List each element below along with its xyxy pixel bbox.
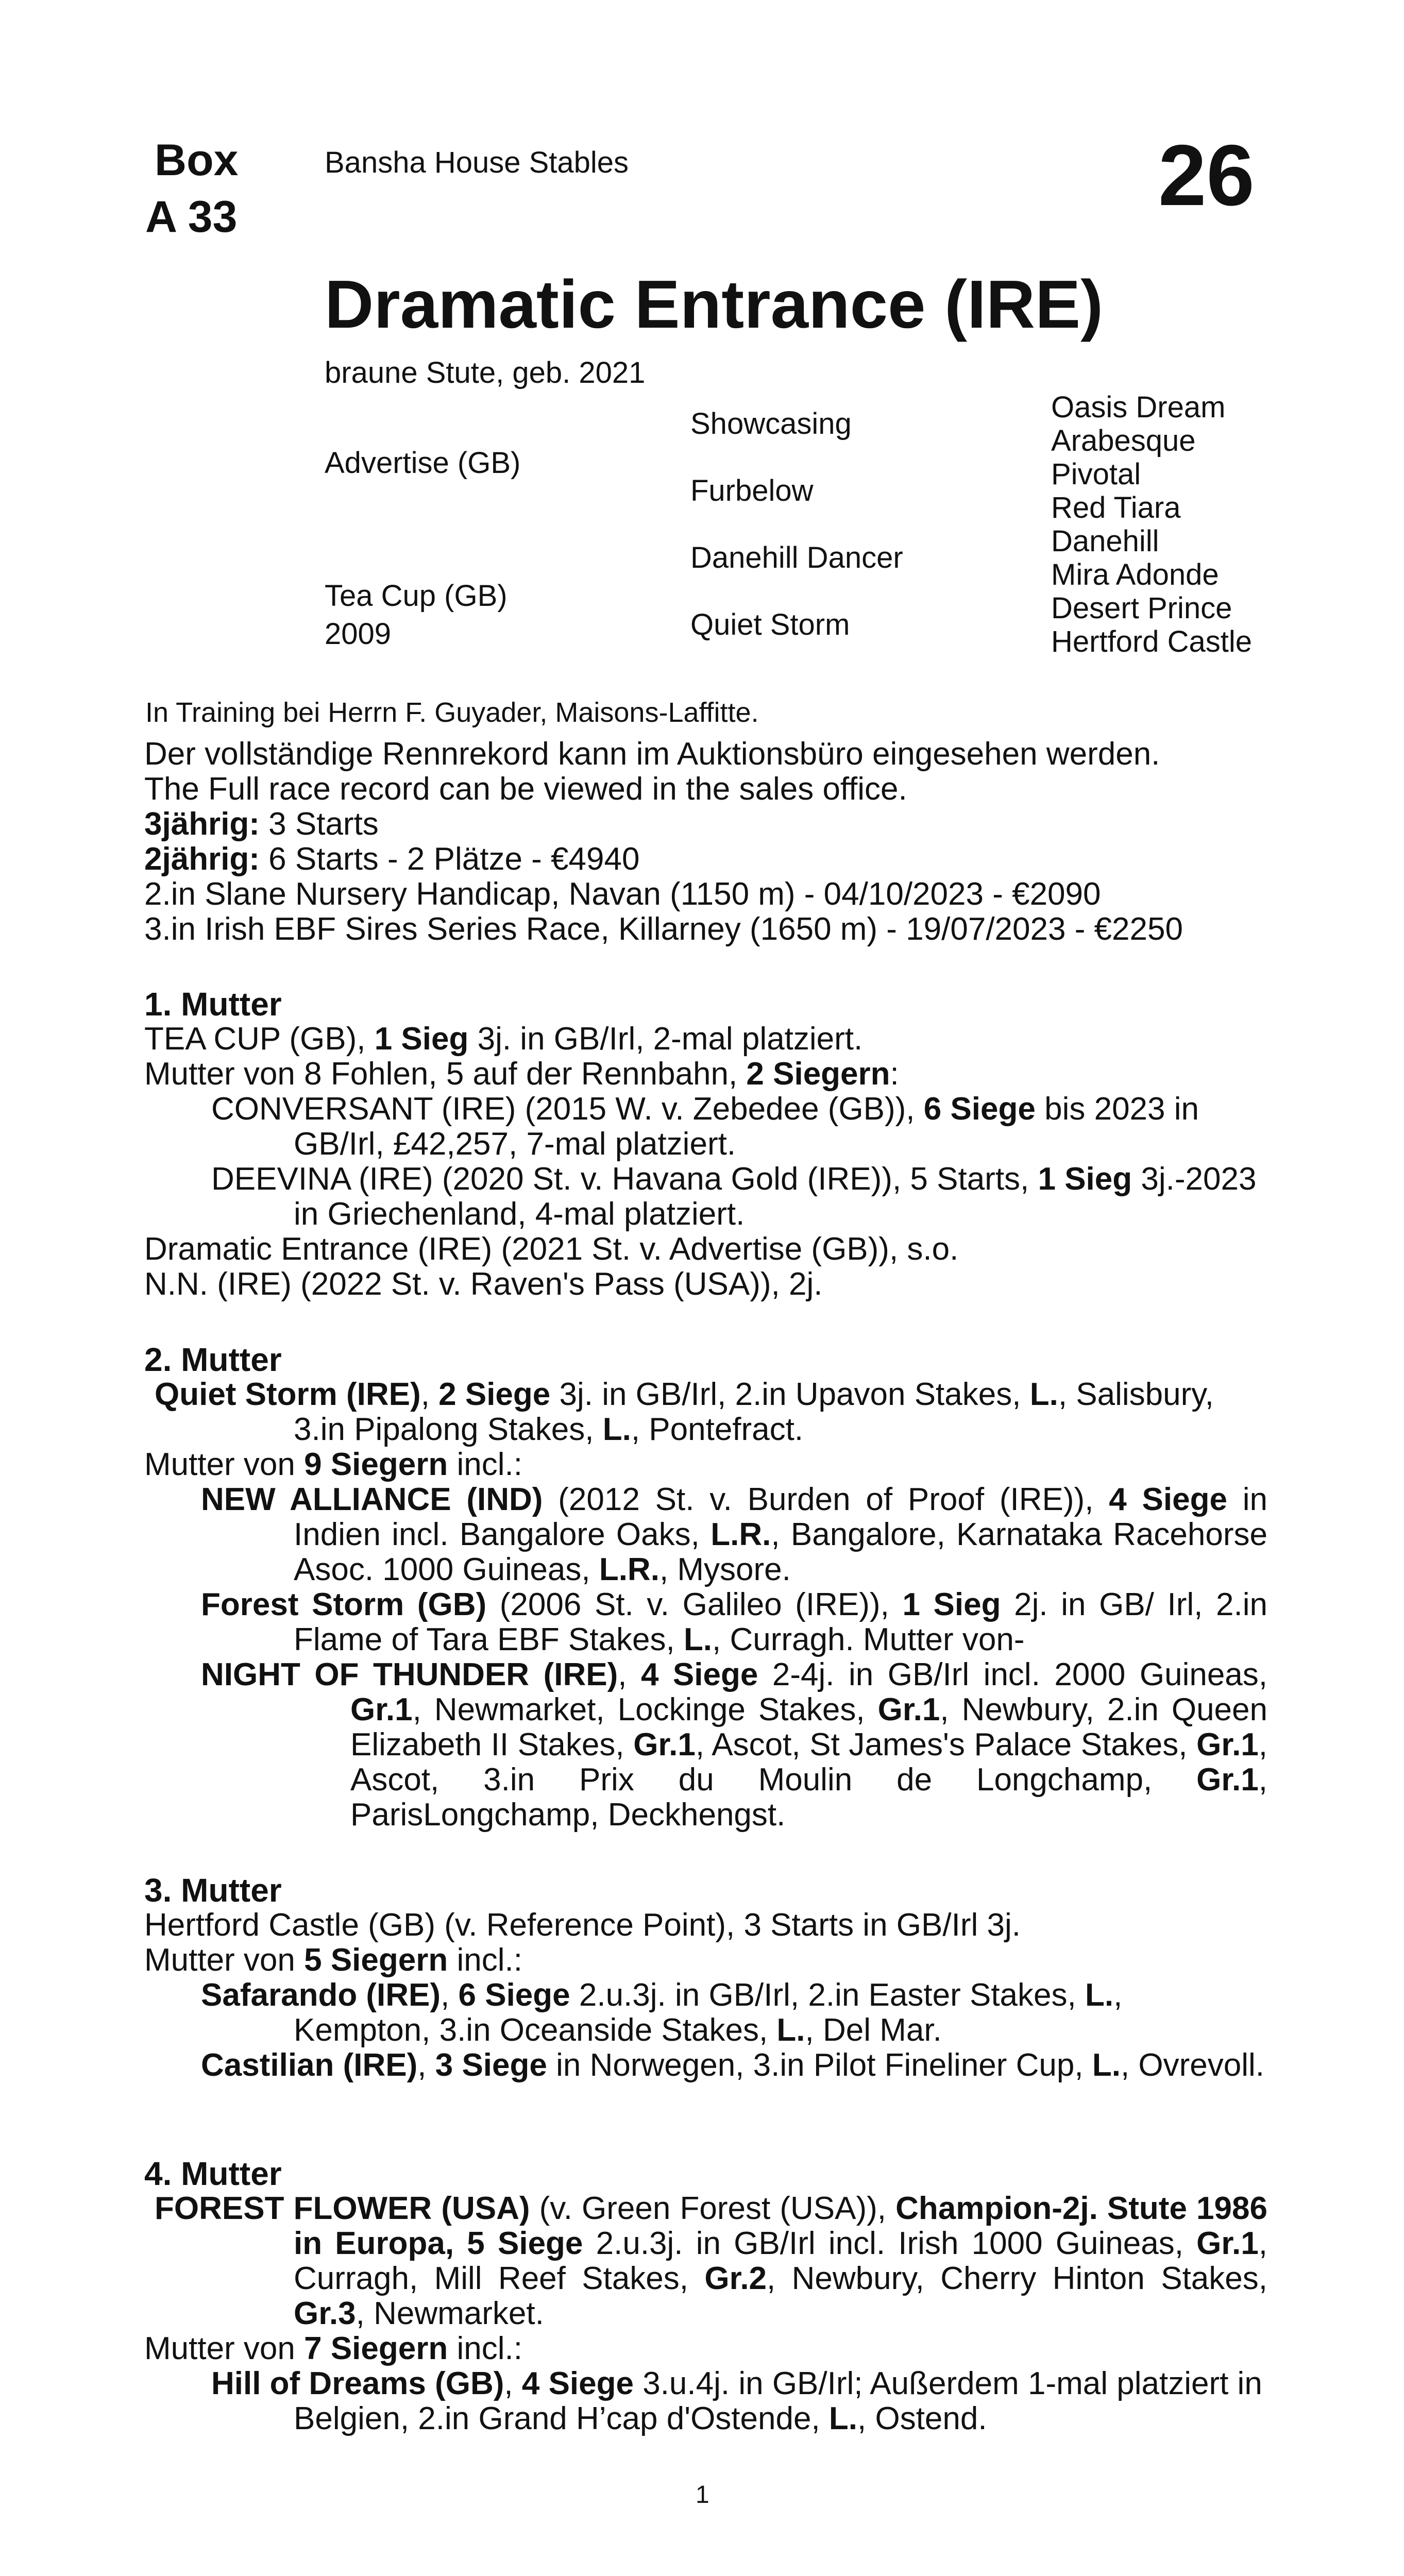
race-placing: 2.in Slane Nursery Handicap, Navan (1150 m) - 04/10/2023 - €2090 — [144, 876, 1101, 912]
race-record — [144, 737, 1267, 947]
horse-name: Dramatic Entrance (IRE) — [325, 266, 1104, 342]
produce-entry: NEW ALLIANCE (IND) (2012 St. v. Burden of Proof (IRE)), 4 Siege in Indien incl. Bangalore Oaks, L.R., Bangalore, Karnataka Racehorse Asoc. 1000 Guineas, L.R., Mysore. — [201, 1482, 1267, 1587]
race-record-2yo — [144, 842, 1267, 877]
race-placing: 3.in Irish EBF Sires Series Race, Killarney (1650 m) - 19/07/2023 - €2250 — [144, 911, 1183, 947]
dam-record: FOREST FLOWER (USA) (v. Green Forest (USA)), Champion-2j. Stute 1986 in Europa, 5 Siege 2.u.3j. in GB/Irl incl. Irish 1000 Guineas, Gr.1, Curragh, Mill Reef Stakes, Gr.2, Newbury, Cherry Hinton Stakes, Gr.3, Newmarket. — [155, 2191, 1267, 2331]
race-record-note-en: The Full race record can be viewed in the sales office. — [144, 771, 907, 807]
pedigree-g3: Red Tiara — [1051, 491, 1181, 524]
section-heading: 1. Mutter — [144, 986, 282, 1023]
box-number: A 33 — [145, 192, 238, 242]
pedigree-sire-dam: Furbelow — [690, 474, 814, 507]
produce-entry: Hill of Dreams (GB), 4 Siege 3.u.4j. in GB/Irl; Außerdem 1-mal platziert in Belgien, 2.in Grand H’cap d'Ostende, L., Ostend. — [211, 2366, 1262, 2436]
pedigree-dam-year: 2009 — [325, 617, 392, 651]
age-label: 3jährig: — [144, 806, 260, 842]
pedigree-g3: Desert Prince — [1051, 591, 1232, 625]
dam-1-section — [144, 987, 1267, 1302]
produce-entry: Safarando (IRE), 6 Siege 2.u.3j. in GB/Irl, 2.in Easter Stakes, L., Kempton, 3.in Oceanside Stakes, L., Del Mar. — [201, 1977, 1123, 2048]
training-info: In Training bei Herrn F. Guyader, Maisons-Laffitte. — [145, 697, 759, 728]
age-summary: 6 Starts - 2 Plätze - €4940 — [259, 841, 640, 877]
box-label: Box — [155, 135, 239, 185]
race-record-note-de: Der vollständige Rennrekord kann im Auktionsbüro eingesehen werden. — [144, 736, 1160, 772]
consignor: Bansha House Stables — [325, 146, 629, 179]
dam-2-section — [144, 1342, 1267, 1833]
produce-entry: DEEVINA (IRE) (2020 St. v. Havana Gold (IRE)), 5 Starts, 1 Sieg 3j.-2023 in Griechenland, 4-mal platziert. — [211, 1161, 1257, 1232]
lot-number: 26 — [1158, 127, 1255, 224]
pedigree-dam: Tea Cup (GB) — [325, 579, 508, 613]
produce-entry: N.N. (IRE) (2022 St. v. Raven's Pass (USA)), 2j. — [144, 1266, 823, 1302]
produce-entry: Dramatic Entrance (IRE) (2021 St. v. Advertise (GB)), s.o. — [144, 1231, 959, 1267]
pedigree-g3: Danehill — [1051, 524, 1159, 558]
section-heading: 3. Mutter — [144, 1872, 282, 1909]
dam-produce-summary: Mutter von 5 Siegern incl.: — [144, 1942, 522, 1978]
horse-description: braune Stute, geb. 2021 — [325, 356, 646, 389]
pedigree-g3: Pivotal — [1051, 457, 1141, 491]
page-number: 1 — [696, 2481, 709, 2509]
pedigree-sire: Advertise (GB) — [325, 446, 521, 480]
pedigree-g3: Arabesque — [1051, 424, 1196, 457]
produce-entry: Forest Storm (GB) (2006 St. v. Galileo (IRE)), 1 Sieg 2j. in GB/ Irl, 2.in Flame of Tara EBF Stakes, L., Curragh. Mutter von- — [201, 1587, 1267, 1657]
pedigree-g3: Oasis Dream — [1051, 391, 1226, 424]
age-label: 2jährig: — [144, 841, 260, 877]
dam-record: Hertford Castle (GB) (v. Reference Point), 3 Starts in GB/Irl 3j. — [144, 1907, 1021, 1943]
grand-produce-entry: NIGHT OF THUNDER (IRE), 4 Siege 2-4j. in GB/Irl incl. 2000 Guineas, Gr.1, Newmarket, Lockinge Stakes, Gr.1, Newbury, 2.in Queen Elizabeth II Stakes, Gr.1, Ascot, St James's Palace Stakes, Gr.1, Ascot, 3.in Prix du Moulin de Longchamp, Gr.1, ParisLongchamp, Deckhengst. — [201, 1657, 1268, 1833]
dam-4-section — [144, 2156, 1267, 2436]
section-heading: 2. Mutter — [144, 1341, 282, 1378]
produce-entry: CONVERSANT (IRE) (2015 W. v. Zebedee (GB)), 6 Siege bis 2023 in GB/Irl, £42,257, 7-mal platziert. — [211, 1091, 1199, 1162]
age-summary: 3 Starts — [259, 806, 379, 842]
dam-record: Quiet Storm (IRE), 2 Siege 3j. in GB/Irl, 2.in Upavon Stakes, L., Salisbury, 3.in Pipalong Stakes, L., Pontefract. — [155, 1377, 1214, 1447]
produce-entry: Castilian (IRE), 3 Siege in Norwegen, 3.in Pilot Fineliner Cup, L., Ovrevoll. — [201, 2047, 1265, 2083]
section-heading: 4. Mutter — [144, 2155, 282, 2192]
race-record-3yo — [144, 807, 1267, 842]
dam-record: TEA CUP (GB), 1 Sieg 3j. in GB/Irl, 2-mal platziert. — [144, 1021, 863, 1057]
pedigree-sire-sire: Showcasing — [690, 407, 852, 440]
pedigree-g3: Mira Adonde — [1051, 558, 1219, 591]
pedigree-dam-sire: Danehill Dancer — [690, 541, 903, 574]
dam-produce-summary: Mutter von 9 Siegern incl.: — [144, 1447, 522, 1482]
dam-produce-summary: Mutter von 8 Fohlen, 5 auf der Rennbahn, 2 Siegern: — [144, 1056, 899, 1092]
dam-produce-summary: Mutter von 7 Siegern incl.: — [144, 2331, 522, 2366]
pedigree-dam-dam: Quiet Storm — [690, 608, 850, 641]
pedigree-g3: Hertford Castle — [1051, 625, 1253, 658]
dam-3-section — [144, 1873, 1267, 2083]
